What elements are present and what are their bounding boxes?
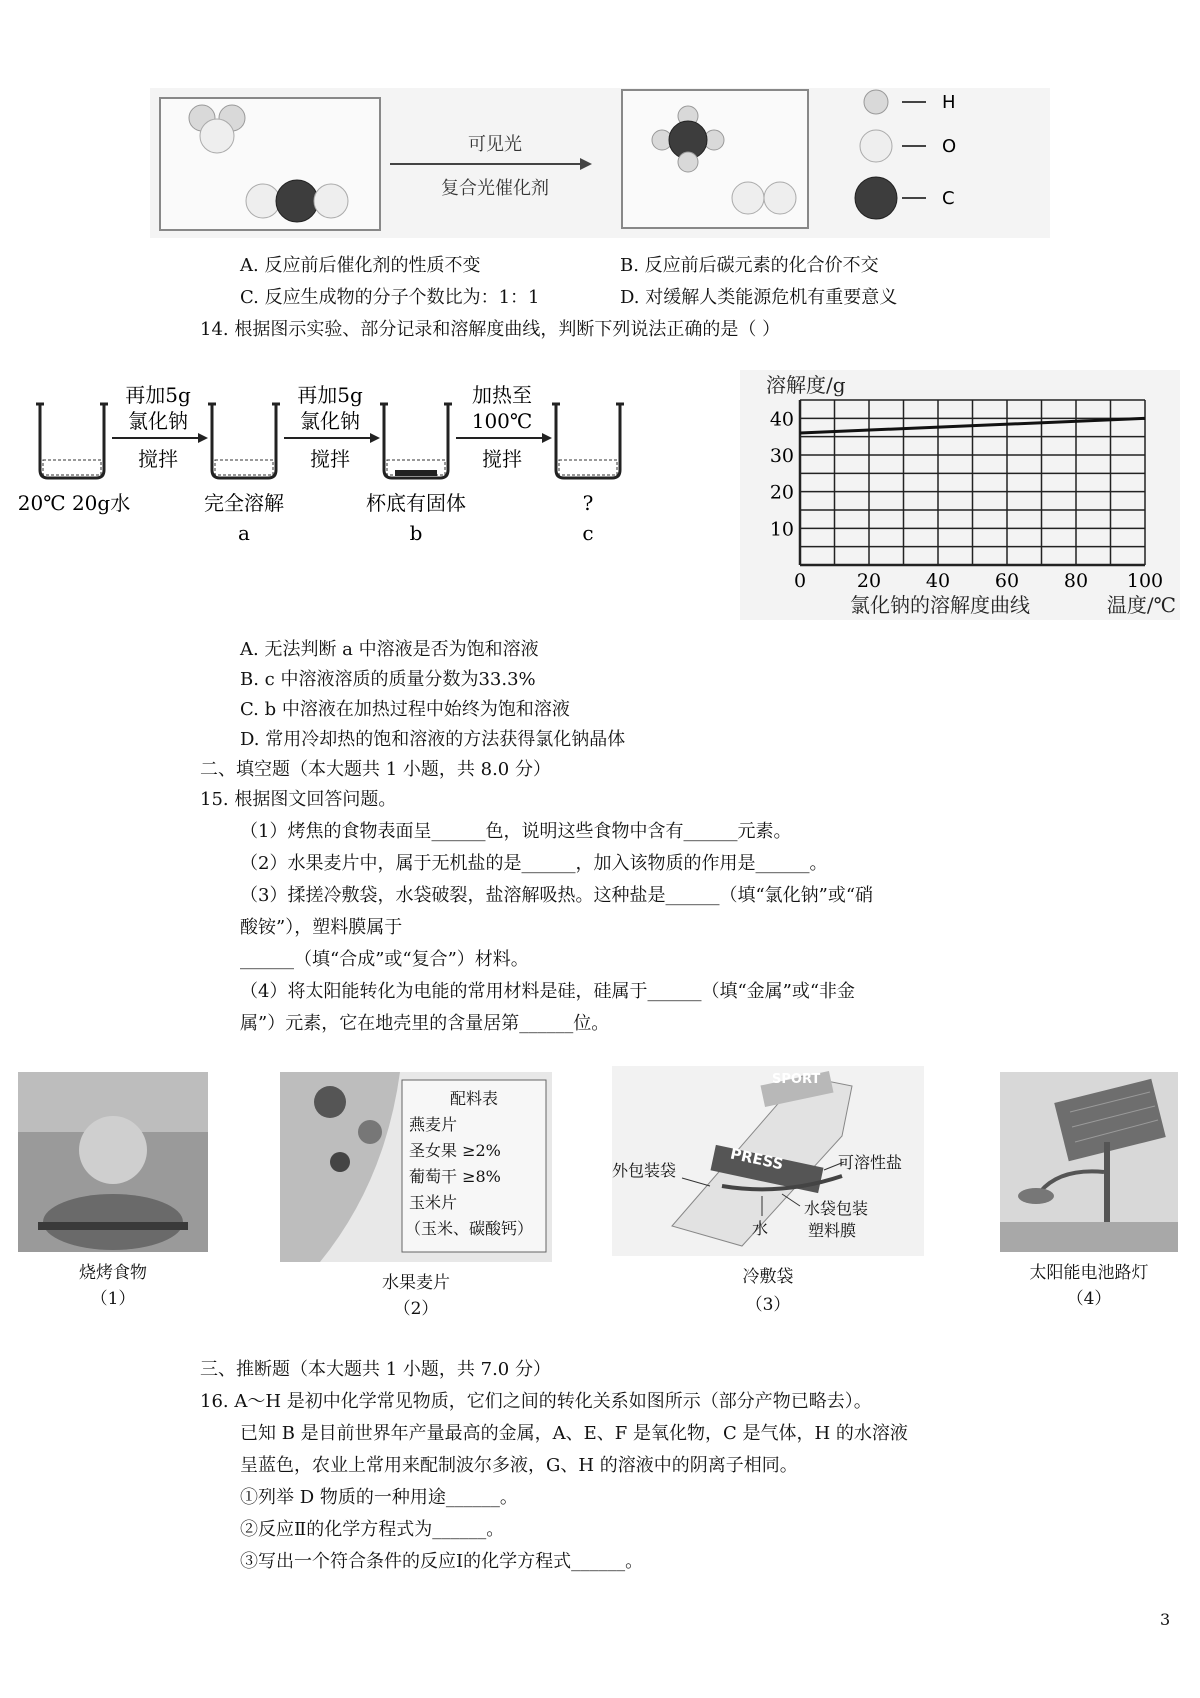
photo1-caption: 烧烤食物 (79, 1263, 147, 1283)
ingredient-1: 燕麦片 (409, 1115, 458, 1134)
q13-option-c: C. 反应生成物的分子个数比为：1：1 (240, 287, 540, 308)
q13-option-d: D. 对缓解人类能源危机有重要意义 (620, 287, 898, 308)
photo4-number: （4） (1066, 1289, 1112, 1309)
beaker-letter-a: a (238, 521, 250, 545)
q14-option-d: D. 常用冷却热的饱和溶液的方法获得氯化钠晶体 (240, 729, 626, 750)
beaker-letter-b: b (409, 521, 423, 545)
cold-pack-press: PRESS (728, 1144, 786, 1174)
photo-barbecue (18, 1072, 208, 1322)
step1-mid: 氯化钠 (128, 409, 188, 433)
step2-mid: 氯化钠 (300, 409, 360, 433)
solubility-chart (740, 370, 1180, 620)
y-tick-label: 30 (769, 445, 794, 467)
q16-line-2: 已知 B 是目前世界年产量最高的金属，A、E、F 是氧化物，C 是气体，H 的水溶液 (240, 1423, 908, 1444)
step1-top: 再加5g (125, 383, 191, 407)
q13-option-a: A. 反应前后催化剂的性质不变 (240, 255, 481, 276)
step2-bottom: 搅拌 (310, 447, 350, 471)
x-tick-label: 40 (925, 570, 951, 592)
beaker-3 (380, 404, 452, 478)
ingredients-table (405, 1086, 543, 1242)
q15-line-7: 属”）元素，它在地壳里的含量居第______位。 (240, 1013, 610, 1034)
step3-mid: 100℃ (471, 409, 533, 433)
y-tick-label: 10 (769, 518, 794, 541)
q15-line-6: （4）将太阳能转化为电能的常用材料是硅，硅属于______（填“金属”或“非金 (240, 981, 856, 1002)
arrow-top-label: 可见光 (468, 134, 522, 155)
chart-title: 氯化钠的溶解度曲线 (850, 593, 1030, 617)
y-tick-label: 40 (769, 408, 794, 431)
q15-line-1: （1）烤焦的食物表面呈______色，说明这些食物中含有______元素。 (240, 821, 792, 842)
step3-bottom: 搅拌 (482, 447, 522, 471)
q13-option-b: B. 反应前后碳元素的化合价不交 (620, 255, 879, 276)
x-axis-label: 温度/℃ (1106, 593, 1176, 617)
q15-line-4: 酸铵”），塑料膜属于 (240, 917, 403, 938)
q16-line-6: ③写出一个符合条件的反应Ⅰ的化学方程式______。 (240, 1551, 644, 1572)
page-number: 3 (1160, 1610, 1171, 1629)
q14-option-b: B. c 中溶液溶质的质量分数为33.3% (240, 669, 536, 690)
label-outer-bag: 外包装袋 (612, 1161, 677, 1180)
beaker-label-1: 20℃ 20g水 (17, 491, 131, 515)
legend-c: C (942, 188, 955, 209)
photo2-caption: 水果麦片 (382, 1273, 450, 1293)
label-water-bag: 水袋包装 (804, 1199, 869, 1218)
arrow-bottom-label: 复合光催化剂 (441, 178, 549, 199)
x-tick-label: 0 (793, 570, 807, 592)
photo-fruit-cereal (280, 1072, 552, 1322)
photo2-number: （2） (393, 1299, 439, 1319)
q14-stem: 14. 根据图示实验、部分记录和溶解度曲线，判断下列说法正确的是（ ） (200, 319, 781, 340)
beaker-letter-c: c (582, 521, 594, 545)
y-axis-label: 溶解度/g (766, 373, 846, 397)
x-tick-label: 20 (856, 570, 882, 592)
beaker-4 (552, 404, 624, 478)
q16-line-5: ②反应Ⅱ的化学方程式为______。 (240, 1519, 505, 1540)
ingredient-2: 圣女果 ≥2% (409, 1141, 501, 1160)
beaker-1 (36, 404, 108, 478)
ingredient-4: 玉米片 (409, 1193, 458, 1212)
photo3-caption: 冷敷袋 (742, 1267, 794, 1287)
label-soluble-salt: 可溶性盐 (838, 1153, 903, 1172)
photo-solar-street-lamp (1000, 1072, 1178, 1322)
cold-pack-brand: SPORT (772, 1072, 821, 1087)
ingredient-5: （玉米、碳酸钙） (405, 1219, 534, 1238)
beaker-label-3: 杯底有固体 (366, 491, 466, 515)
reaction-molecule-figure (150, 88, 1050, 238)
x-tick-label: 100 (1126, 570, 1164, 592)
photo-cold-pack (612, 1066, 924, 1322)
q15-line-3: （3）揉搓冷敷袋，水袋破裂，盐溶解吸热。这种盐是______（填“氯化钠”或“硝 (240, 885, 874, 906)
step2-top: 再加5g (297, 383, 363, 407)
legend-o: O (942, 136, 957, 157)
beaker-label-4: ? (582, 491, 594, 515)
ingredient-3: 葡萄干 ≥8% (409, 1167, 501, 1186)
legend-h: H (942, 92, 956, 113)
section3-title: 三、推断题（本大题共 1 小题，共 7.0 分） (200, 1359, 551, 1380)
q15-line-2: （2）水果麦片中，属于无机盐的是______，加入该物质的作用是______。 (240, 853, 828, 874)
beaker-label-2: 完全溶解 (204, 491, 284, 515)
x-tick-label: 60 (994, 570, 1020, 592)
section2-title: 二、填空题（本大题共 1 小题，共 8.0 分） (200, 759, 551, 780)
y-tick-label: 20 (769, 481, 794, 504)
q16-line-3: 呈蓝色，农业上常用来配制波尔多液，G、H 的溶液中的阴离子相同。 (240, 1455, 798, 1476)
q14-option-a: A. 无法判断 a 中溶液是否为饱和溶液 (240, 639, 539, 660)
q15-line-5: ______（填“合成”或“复合”）材料。 (240, 949, 529, 970)
beaker-2 (208, 404, 280, 478)
q15-stem: 15. 根据图文回答问题。 (200, 789, 397, 810)
q16-line-1: 16. A～H 是初中化学常见物质，它们之间的转化关系如图所示（部分产物已略去）。 (200, 1391, 872, 1412)
q16-line-4: ①列举 D 物质的一种用途______。 (240, 1487, 518, 1508)
label-plastic-film: 塑料膜 (808, 1221, 857, 1240)
photo3-number: （3） (745, 1295, 791, 1315)
q14-option-c: C. b 中溶液在加热过程中始终为饱和溶液 (240, 699, 570, 720)
ingredients-title: 配料表 (449, 1089, 498, 1108)
photo1-number: （1） (90, 1289, 136, 1309)
label-water: 水 (752, 1219, 769, 1238)
x-tick-label: 80 (1063, 570, 1089, 592)
step3-top: 加热至 (472, 383, 532, 407)
dissolution-experiment-figure (10, 378, 660, 578)
photo4-caption: 太阳能电池路灯 (1029, 1263, 1149, 1283)
step1-bottom: 搅拌 (138, 447, 178, 471)
